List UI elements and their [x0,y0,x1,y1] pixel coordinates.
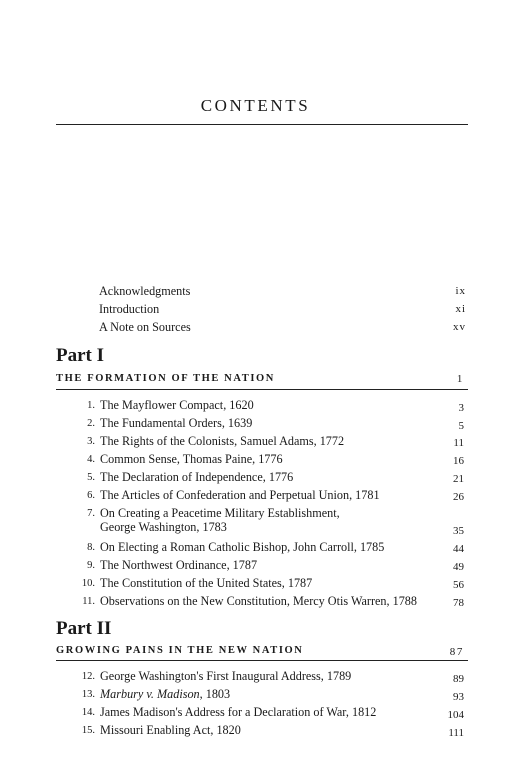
part-page: 1 [456,373,464,385]
chapter-title: James Madison's Address for a Declaration of War, 1812 [100,705,377,719]
chapter-title: The Declaration of Independence, 1776 [100,470,294,484]
entry-page: ix [455,285,466,297]
chapter-page: 56 [453,579,464,591]
chapter-title: The Mayflower Compact, 1620 [100,398,254,412]
chapter-title: On Creating a Peacetime Military Establishment, [100,506,340,520]
chapter-title [100,687,230,702]
chapter-page: 104 [447,709,464,721]
entry-title: A Note on Sources [99,320,191,334]
chapter-page: 16 [453,455,464,467]
chapter-page: 44 [453,543,464,555]
chapter-number: 2. [87,418,95,429]
chapter-page: 89 [453,673,464,685]
part-page: 87 [449,646,464,658]
chapter-page: 35 [453,525,464,537]
case-name: Marbury v. Madison [100,687,200,701]
entry-page: xv [453,321,466,333]
chapter-page: 5 [458,420,464,432]
chapter-number: 14. [81,707,95,718]
page-title: CONTENTS [200,96,311,115]
entry-title: Acknowledgments [99,284,191,298]
chapter-page: 3 [458,402,464,414]
part-subtitle: THE FORMATION OF THE NATION [56,373,275,384]
case-year: , 1803 [199,687,231,701]
title-rule [56,124,468,125]
part-rule [56,389,468,390]
entry-title: Introduction [99,302,160,316]
chapter-title: Observations on the New Constitution, Mercy Otis Warren, 1788 [100,594,417,608]
chapter-number: 11. [82,596,95,607]
chapter-title: The Articles of Confederation and Perpetual Union, 1781 [100,488,380,502]
chapter-number: 1. [87,400,95,411]
chapter-number: 4. [87,454,95,465]
chapter-page: 93 [453,691,464,703]
chapter-number: 12. [81,671,95,682]
entry-page: xi [455,303,466,315]
part-subtitle: GROWING PAINS IN THE NEW NATION [56,645,304,656]
chapter-page: 78 [453,597,464,609]
chapter-number: 9. [87,560,95,571]
chapter-title: On Electing a Roman Catholic Bishop, John Carroll, 1785 [100,540,385,554]
chapter-number: 7. [87,508,95,519]
chapter-page: 26 [453,491,464,503]
chapter-number: 6. [87,490,95,501]
chapter-page: 49 [453,561,464,573]
chapter-number: 15. [81,725,95,736]
chapter-number: 3. [87,436,95,447]
chapter-title: George Washington's First Inaugural Address, 1789 [100,669,352,683]
chapter-title: Missouri Enabling Act, 1820 [100,723,241,737]
chapter-title-continued: George Washington, 1783 [100,520,227,534]
part-rule [56,660,468,661]
chapter-title: The Rights of the Colonists, Samuel Adams, 1772 [100,434,345,448]
chapter-page: 11 [453,437,464,449]
chapter-title: The Constitution of the United States, 1787 [100,576,313,590]
part-heading: Part I [56,345,105,366]
chapter-number: 8. [87,542,95,553]
part-heading: Part II [56,618,112,639]
chapter-page: 111 [448,727,464,739]
chapter-title: The Northwest Ordinance, 1787 [100,558,258,572]
chapter-page: 21 [453,473,464,485]
chapter-title: The Fundamental Orders, 1639 [100,416,253,430]
chapter-number: 10. [81,578,95,589]
chapter-title: Common Sense, Thomas Paine, 1776 [100,452,283,466]
chapter-number: 5. [87,472,95,483]
chapter-number: 13. [81,689,95,700]
